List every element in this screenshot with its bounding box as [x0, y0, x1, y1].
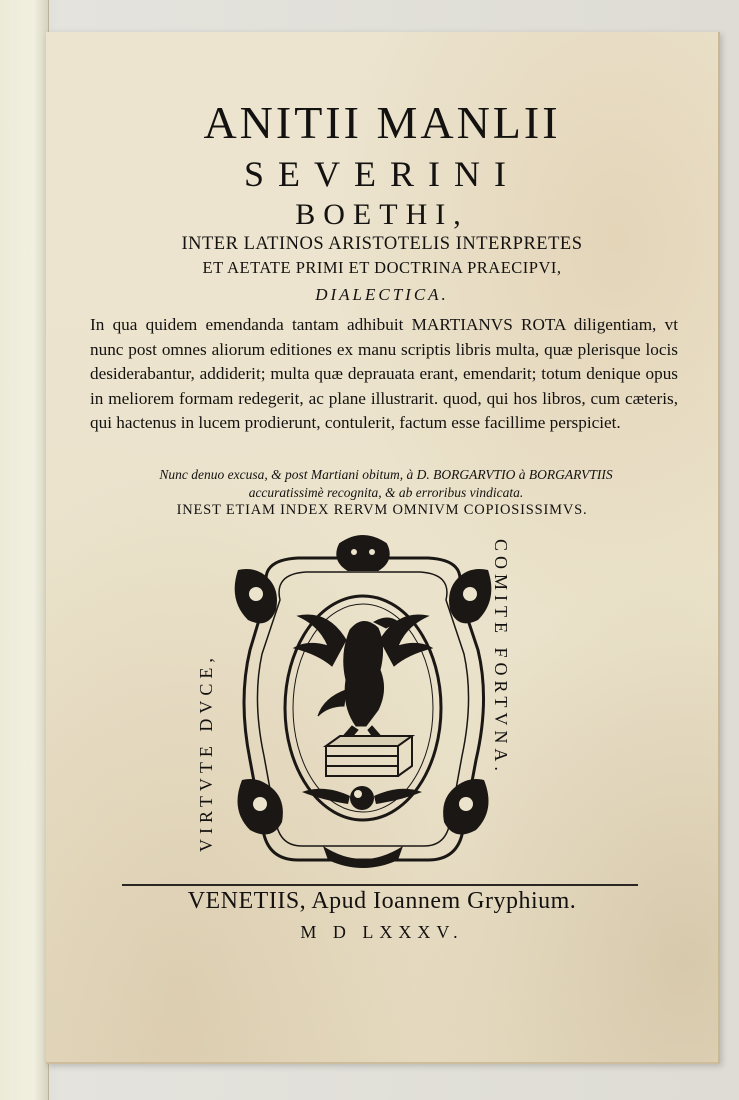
index-note: INEST ETIAM INDEX RERVM OMNIVM COPIOSISSIMVS. [176, 502, 588, 518]
edition-note-line2: accuratissimè recognita, & ab erroribus vindicata. [248, 485, 524, 500]
work-title: DIALECTICA. [315, 285, 449, 304]
author-name-line1: ANITII MANLII [203, 97, 561, 148]
title-page [46, 32, 720, 1064]
imprint-rule [122, 884, 638, 886]
author-name-line2: SEVERINI [244, 154, 520, 194]
author-name-line3: BOETHI, [295, 198, 469, 231]
motto-right: COMITE FORTVNA. [491, 539, 511, 776]
subtitle-line1: INTER LATINOS ARISTOTELIS INTERPRETES [181, 234, 583, 254]
edition-note-line1: Nunc denuo excusa, & post Martiani obitum, à D. BORGARVTIO à BORGARVTIIS [159, 467, 613, 482]
publication-date: M D LXXXV. [300, 922, 464, 942]
description-paragraph: In qua quidem emendanda tantam adhibuit MARTIANVS ROTA diligentiam, vt nunc post omnes aliorum editiones ex manu scriptis libris multa, quæ plerisque locis desiderabantur, addiderit; multa quæ deprauata erant, emendarit; totum denique opus in meliorem formam redegerit, ac plane illustrarit. quod, qui hos libros, cum cæteris, qui hactenus in lucem prodierunt, contulerit, factum esse facillime perspiciet. [90, 315, 678, 432]
griffin-on-block-woodcut-icon [228, 530, 498, 872]
motto-left: VIRTVTE DVCE, [196, 653, 216, 852]
subtitle-line2: ET AETATE PRIMI ET DOCTRINA PRAECIPVI, [202, 258, 562, 277]
imprint-line: VENETIIS, Apud Ioannem Gryphium. [187, 888, 577, 914]
edition-note [86, 466, 686, 502]
facing-page-edge [0, 0, 49, 1100]
